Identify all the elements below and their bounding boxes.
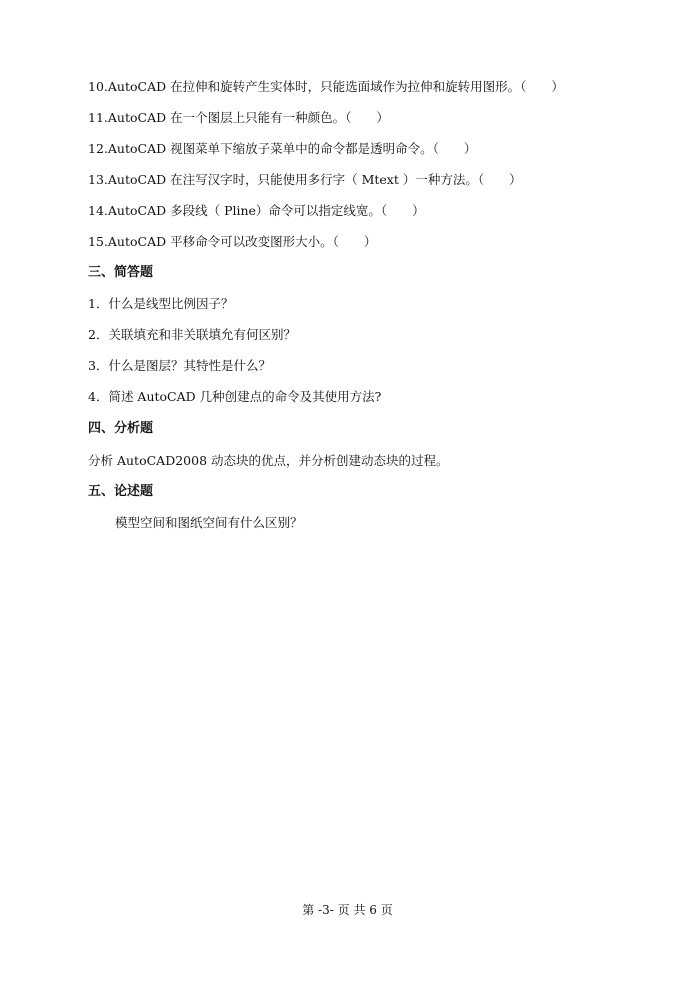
question-11: 11.AutoCAD 在一个图层上只能有一种颜色。（ ） [88, 110, 389, 125]
question-15: 15.AutoCAD 平移命令可以改变图形大小。（ ） [88, 234, 377, 249]
section5-text: 模型空间和图纸空间有什么区别？ [115, 515, 303, 530]
page-footer: 第 -3- 页 共 6 页 [302, 903, 393, 917]
section3-heading: 三、简答题 [88, 265, 154, 280]
section4-heading: 四、分析题 [88, 421, 154, 436]
question-13: 13.AutoCAD 在注写汉字时，只能使用多行字（ Mtext ）一种方法。（ ） [88, 172, 522, 187]
question-10: 10.AutoCAD 在拉伸和旋转产生实体时，只能选面域作为拉伸和旋转用图形。（ ） [88, 79, 564, 94]
section3-item-3: 3．什么是图层？其特性是什么？ [88, 358, 271, 373]
section4-text: 分析 AutoCAD2008 动态块的优点，并分析创建动态块的过程。 [88, 453, 449, 468]
section3-item-4: 4．简述 AutoCAD 几种创建点的命令及其使用方法? [88, 389, 382, 404]
section3-item-2: 2．关联填充和非关联填允有何区别？ [88, 327, 296, 342]
section3-item-1: 1．什么是线型比例因子？ [88, 296, 234, 311]
section5-heading: 五、论述题 [88, 484, 154, 499]
question-14: 14.AutoCAD 多段线（ Pline）命令可以指定线宽。（ ） [88, 203, 425, 218]
question-12: 12.AutoCAD 视图菜单下缩放子菜单中的命令都是透明命令。（ ） [88, 141, 477, 156]
